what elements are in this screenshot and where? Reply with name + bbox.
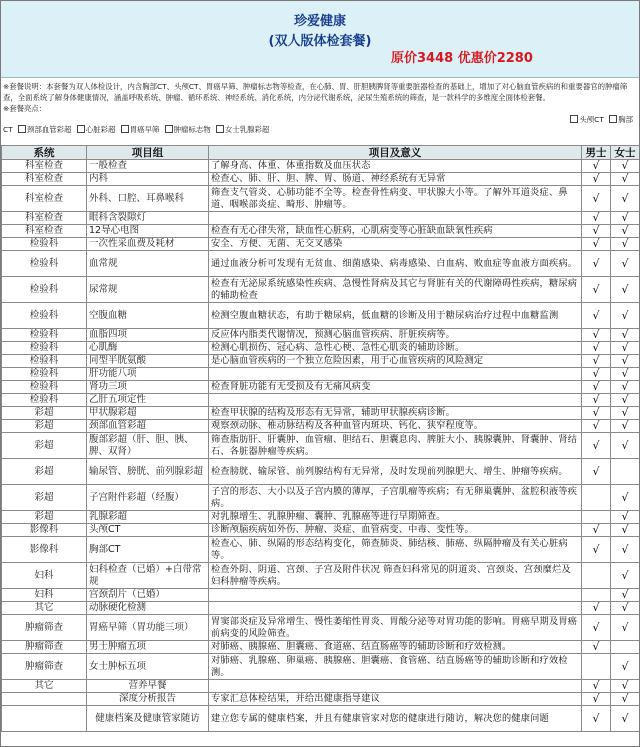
system-cell: 检验科 xyxy=(2,303,87,329)
meaning-cell: 检测心肌损伤、冠心病、急性心梗、急性心肌炎的辅助诊断。 xyxy=(209,342,582,355)
col-header-meaning: 项目及意义 xyxy=(209,146,582,160)
table-row xyxy=(2,537,640,563)
female-check-cell: √ xyxy=(611,342,640,355)
male-check-cell: √ xyxy=(582,693,611,706)
table-row xyxy=(2,433,640,459)
group-cell: 空腹血糖 xyxy=(87,303,209,329)
female-check-cell: √ xyxy=(611,186,640,212)
meaning-cell xyxy=(209,680,582,693)
exam-table xyxy=(1,145,640,732)
system-cell: 影像科 xyxy=(2,524,87,537)
male-check-cell: √ xyxy=(582,225,611,238)
table-row xyxy=(2,238,640,251)
system-cell: 科室检查 xyxy=(2,225,87,238)
female-check-cell: √ xyxy=(611,381,640,394)
meaning-cell xyxy=(209,589,582,602)
checkbox-icon[interactable] xyxy=(77,125,85,133)
table-row xyxy=(2,706,640,732)
system-cell: 彩超 xyxy=(2,433,87,459)
col-header-group: 项目组 xyxy=(87,146,209,160)
col-header-female: 女士 xyxy=(611,146,640,160)
table-row xyxy=(2,212,640,225)
meaning-cell: 检查心、肺、纵隔的形态结构变化，筛查肺炎、肺结核、肺癌、纵隔肿瘤及有关心脏病等。 xyxy=(209,537,582,563)
option-head-ct: 头颅CT xyxy=(579,115,604,124)
male-check-cell xyxy=(582,589,611,602)
system-cell: 检验科 xyxy=(2,381,87,394)
group-cell: 头颅CT xyxy=(87,524,209,537)
meaning-cell: 对肺癌、乳腺癌、卵巢癌、胰腺癌、胆囊癌、食管癌、结直肠癌等的辅助诊断和疗效检测。 xyxy=(209,654,582,680)
female-check-cell: √ xyxy=(611,303,640,329)
meaning-cell: 是心脑血管疾病的一个独立危险因素，用于心血管疾病的风险测定 xyxy=(209,355,582,368)
female-check-cell: √ xyxy=(611,368,640,381)
group-cell: 动脉硬化检测 xyxy=(87,602,209,615)
female-check-cell: √ xyxy=(611,511,640,524)
table-row xyxy=(2,407,640,420)
system-cell xyxy=(2,693,87,706)
male-check-cell: √ xyxy=(582,212,611,225)
table-row xyxy=(2,225,640,238)
female-check-cell: √ xyxy=(611,420,640,433)
female-check-cell: √ xyxy=(611,355,640,368)
system-cell: 科室检查 xyxy=(2,160,87,173)
system-cell: 妇科 xyxy=(2,589,87,602)
system-cell: 彩超 xyxy=(2,511,87,524)
group-cell: 尿常规 xyxy=(87,277,209,303)
female-check-cell xyxy=(611,641,640,654)
group-cell: 男士肿瘤五项 xyxy=(87,641,209,654)
group-cell: 一般检查 xyxy=(87,160,209,173)
option-breast: 女士乳腺彩超 xyxy=(224,125,270,134)
group-cell: 血常规 xyxy=(87,251,209,277)
female-check-cell: √ xyxy=(611,615,640,641)
system-cell: 检验科 xyxy=(2,329,87,342)
female-check-cell: √ xyxy=(611,160,640,173)
system-cell: 妇科 xyxy=(2,563,87,589)
system-cell: 彩超 xyxy=(2,485,87,511)
system-cell: 彩超 xyxy=(2,459,87,485)
option-heart: 心脏彩超 xyxy=(85,125,116,134)
group-cell: 乙肝五项定性 xyxy=(87,394,209,407)
male-check-cell: √ xyxy=(582,420,611,433)
meaning-cell xyxy=(209,212,582,225)
female-check-cell: √ xyxy=(611,173,640,186)
system-cell: 检验科 xyxy=(2,355,87,368)
group-cell: 肝功能八项 xyxy=(87,368,209,381)
option-carotid: 颈部血管彩超 xyxy=(27,125,72,134)
package-subtitle: (双人版体检套餐) xyxy=(268,34,372,49)
group-cell: 健康档案及健康管家随访 xyxy=(87,706,209,732)
female-check-cell: √ xyxy=(611,537,640,563)
highlights-label: ※套餐亮点： xyxy=(3,104,47,113)
package-title: 珍爱健康 xyxy=(293,14,346,29)
female-check-cell: √ xyxy=(611,654,640,680)
male-check-cell xyxy=(582,511,611,524)
group-cell: 妇科检查（已婚）+白带常规 xyxy=(87,563,209,589)
option-chest: 胸部 xyxy=(618,115,633,124)
female-check-cell: √ xyxy=(611,329,640,342)
system-cell: 其它 xyxy=(2,602,87,615)
meaning-cell: 筛查支气管炎、心肺功能不全等。检查骨性病变、甲状腺大小等。了解外耳道炎症、鼻道、咽喉部炎症、畸形、肿瘤等。 xyxy=(209,186,582,212)
female-check-cell: √ xyxy=(611,563,640,589)
description-text: ※套餐说明：本套餐为双人体检设计，内含胸部CT、头颅CT、胃癌早筛、肿瘤标志物等检查，在心肺、胃、肝胆胰脾肾等重要脏器检查的基础上，增加了对心脑血管疾病的和重要器官的肿瘤筛查，全面系统了解身体健康情况，涵盖呼吸系统、肿瘤、循环系统、神经系统、消化系统，内分泌代谢系统，泌尿生殖系统的筛查，是一款科学的多维度全面体检套餐。 xyxy=(3,82,628,102)
system-cell: 检验科 xyxy=(2,238,87,251)
group-cell: 子宫附件彩超（经腹） xyxy=(87,485,209,511)
male-check-cell: √ xyxy=(582,459,611,485)
system-cell: 检验科 xyxy=(2,394,87,407)
col-header-male: 男士 xyxy=(582,146,611,160)
table-row xyxy=(2,615,640,641)
system-cell: 肿瘤筛查 xyxy=(2,615,87,641)
group-cell: 同型半胱氨酸 xyxy=(87,355,209,368)
meaning-cell: 对肺癌、胰腺癌、胆囊癌、食道癌、结直肠癌等的辅助诊断和疗效检测。 xyxy=(209,641,582,654)
group-cell: 肾功三项 xyxy=(87,381,209,394)
female-check-cell: √ xyxy=(611,394,640,407)
group-cell: 胸部CT xyxy=(87,537,209,563)
group-cell: 颈部血管彩超 xyxy=(87,420,209,433)
meaning-cell: 建立您专属的健康档案，并且有健康管家对您的健康进行随访，解决您的健康问题 xyxy=(209,706,582,732)
male-check-cell: √ xyxy=(582,277,611,303)
package-description xyxy=(3,81,637,114)
male-check-cell: √ xyxy=(582,173,611,186)
table-row xyxy=(2,511,640,524)
group-cell: 血脂四项 xyxy=(87,329,209,342)
male-check-cell: √ xyxy=(582,355,611,368)
table-row xyxy=(2,693,640,706)
female-check-cell: √ xyxy=(611,212,640,225)
male-check-cell: √ xyxy=(582,160,611,173)
system-cell: 肿瘤筛查 xyxy=(2,641,87,654)
table-row xyxy=(2,186,640,212)
group-cell: 12导心电图 xyxy=(87,225,209,238)
checkbox-icon[interactable] xyxy=(18,125,26,133)
meaning-cell: 检查有无心律失常，缺血性心脏病，心肌病变等心脏缺血缺氧性疾病 xyxy=(209,225,582,238)
meaning-cell: 检查膀胱、输尿管、前列腺结构有无异常，及时发现前列腺肥大、增生、肿瘤等疾病。 xyxy=(209,459,582,485)
meaning-cell: 检查外阴、阴道、宫颈、子宫及附件状况 筛查妇科常见的阴道炎、宫颈炎、宫颈糜烂及妇科肿瘤等疾病。 xyxy=(209,563,582,589)
table-row xyxy=(2,641,640,654)
female-check-cell: √ xyxy=(611,407,640,420)
female-check-cell: √ xyxy=(611,225,640,238)
checkbox-icon[interactable] xyxy=(165,125,173,133)
system-cell: 彩超 xyxy=(2,407,87,420)
meaning-cell xyxy=(209,602,582,615)
system-cell: 科室检查 xyxy=(2,173,87,186)
table-row xyxy=(2,355,640,368)
meaning-cell: 筛查脂肪肝、肝囊肿、血管瘤、胆结石、胆囊息肉、脾脏大小、胰腺囊肿、肾囊肿、肾结石、各脏器肿瘤等疾病。 xyxy=(209,433,582,459)
meaning-cell: 反应体内脂类代谢情况，预测心脑血管疾病、肝脏疾病等。 xyxy=(209,329,582,342)
meaning-cell xyxy=(209,368,582,381)
male-check-cell: √ xyxy=(582,251,611,277)
male-check-cell: √ xyxy=(582,706,611,732)
group-cell: 内科 xyxy=(87,173,209,186)
female-check-cell: √ xyxy=(611,485,640,511)
checkbox-icon[interactable] xyxy=(121,125,129,133)
female-check-cell: √ xyxy=(611,706,640,732)
male-check-cell: √ xyxy=(582,381,611,394)
table-row xyxy=(2,589,640,602)
female-check-cell: √ xyxy=(611,524,640,537)
table-row xyxy=(2,654,640,680)
system-cell: 科室检查 xyxy=(2,212,87,225)
male-check-cell: √ xyxy=(582,303,611,329)
group-cell: 乳腺彩超 xyxy=(87,511,209,524)
female-check-cell: √ xyxy=(611,238,640,251)
system-cell: 检验科 xyxy=(2,368,87,381)
female-check-cell: √ xyxy=(611,693,640,706)
table-row xyxy=(2,524,640,537)
meaning-cell: 观察颈动脉、椎动脉结构及各种血管内斑块、钙化、狭窄程度等。 xyxy=(209,420,582,433)
table-row xyxy=(2,381,640,394)
female-check-cell: √ xyxy=(611,589,640,602)
male-check-cell: √ xyxy=(582,329,611,342)
table-row xyxy=(2,160,640,173)
group-cell: 一次性采血费及耗材 xyxy=(87,238,209,251)
group-cell: 营养早餐 xyxy=(87,680,209,693)
meaning-cell xyxy=(209,394,582,407)
meaning-cell: 检查心、肺、肝、胆、脾、胃、肠道、神经系统有无异常 xyxy=(209,173,582,186)
meaning-cell: 了解身高、体重、体重指数及血压状态 xyxy=(209,160,582,173)
table-header-row xyxy=(2,146,640,160)
header-banner xyxy=(1,1,639,78)
table-row xyxy=(2,342,640,355)
meaning-cell: 检查有无泌尿系统感染性疾病、急慢性肾病及其它与肾脏有关的代谢障碍性疾病，糖尿病的辅助检查 xyxy=(209,277,582,303)
checkbox-icon[interactable] xyxy=(216,125,224,133)
table-row xyxy=(2,329,640,342)
female-check-cell: √ xyxy=(611,433,640,459)
options-right xyxy=(567,114,633,125)
male-check-cell: √ xyxy=(582,680,611,693)
system-cell: 其它 xyxy=(2,680,87,693)
meaning-cell: 检查肾脏功能有无受损及有无痛风病变 xyxy=(209,381,582,394)
male-check-cell xyxy=(582,563,611,589)
male-check-cell: √ xyxy=(582,537,611,563)
table-body xyxy=(2,160,640,732)
system-cell xyxy=(2,706,87,732)
female-check-cell: √ xyxy=(611,680,640,693)
system-cell: 检验科 xyxy=(2,342,87,355)
system-cell: 检验科 xyxy=(2,277,87,303)
table-row xyxy=(2,394,640,407)
male-check-cell: √ xyxy=(582,368,611,381)
option-tumor: 肿瘤标志物 xyxy=(173,125,211,134)
table-row xyxy=(2,563,640,589)
male-check-cell: √ xyxy=(582,342,611,355)
table-row xyxy=(2,459,640,485)
male-check-cell: √ xyxy=(582,602,611,615)
highlight-options xyxy=(3,115,637,135)
male-check-cell: √ xyxy=(582,615,611,641)
option-gastric: 胃癌早筛 xyxy=(129,125,160,134)
group-cell: 深度分析报告 xyxy=(87,693,209,706)
table-row xyxy=(2,420,640,433)
meaning-cell: 子宫的形态、大小以及子宫内膜的薄厚，子宫肌瘤等疾病；有无卵巢囊肿、盆腔积液等疾病。 xyxy=(209,485,582,511)
female-check-cell: √ xyxy=(611,277,640,303)
table-row xyxy=(2,602,640,615)
male-check-cell: √ xyxy=(582,433,611,459)
system-cell: 肿瘤筛查 xyxy=(2,654,87,680)
meaning-cell: 检测空腹血糖状态，有助于糖尿病，低血糖的诊断及用于糖尿病治疗过程中血糖监测 xyxy=(209,303,582,329)
group-cell: 眼科含裂隙灯 xyxy=(87,212,209,225)
group-cell: 女士肿标五项 xyxy=(87,654,209,680)
male-check-cell: √ xyxy=(582,394,611,407)
group-cell: 宫颈刮片（已婚） xyxy=(87,589,209,602)
female-check-cell: √ xyxy=(611,602,640,615)
male-check-cell: √ xyxy=(582,407,611,420)
table-row xyxy=(2,485,640,511)
meaning-cell: 胃窦部炎症及异常增生、慢性萎缩性胃炎、胃酸分泌等对胃功能的影响。胃癌早期及胃癌前病变的风险筛查。 xyxy=(209,615,582,641)
meaning-cell: 通过血液分析可发现有无贫血、细菌感染、病毒感染、白血病、败血症等血液方面疾病。 xyxy=(209,251,582,277)
checkbox-icon[interactable] xyxy=(609,115,617,123)
table-row xyxy=(2,251,640,277)
group-cell: 甲状腺彩超 xyxy=(87,407,209,420)
group-cell: 心肌酶 xyxy=(87,342,209,355)
table-row xyxy=(2,173,640,186)
group-cell: 胃癌早筛（胃功能三项） xyxy=(87,615,209,641)
table-row xyxy=(2,277,640,303)
male-check-cell: √ xyxy=(582,238,611,251)
meaning-cell: 检查甲状腺的结构及形态有无异常，辅助甲状腺疾病诊断。 xyxy=(209,407,582,420)
group-cell: 输尿管、膀胱、前列腺彩超 xyxy=(87,459,209,485)
table-row xyxy=(2,368,640,381)
male-check-cell xyxy=(582,654,611,680)
male-check-cell xyxy=(582,485,611,511)
price-text: 原价3448 优惠价2280 xyxy=(391,51,533,66)
female-check-cell: √ xyxy=(611,251,640,277)
male-check-cell: √ xyxy=(582,186,611,212)
group-cell: 外科、口腔、耳鼻喉科 xyxy=(87,186,209,212)
female-check-cell xyxy=(611,459,640,485)
system-cell: 科室检查 xyxy=(2,186,87,212)
table-row xyxy=(2,680,640,693)
meaning-cell: 安全、方便、无菌、无交叉感染 xyxy=(209,238,582,251)
option-ct: CT xyxy=(3,125,13,134)
system-cell: 检验科 xyxy=(2,251,87,277)
meaning-cell: 诊断颅脑疾病如外伤、肿瘤、炎症、血管病变、中毒、变性等。 xyxy=(209,524,582,537)
meaning-cell: 对乳腺增生、乳腺肿瘤、囊肿、乳腺癌等进行早期筛查。 xyxy=(209,511,582,524)
system-cell: 彩超 xyxy=(2,420,87,433)
system-cell: 影像科 xyxy=(2,537,87,563)
male-check-cell: √ xyxy=(582,641,611,654)
table-row xyxy=(2,303,640,329)
col-header-system: 系统 xyxy=(2,146,87,160)
meaning-cell: 专家汇总体检结果，并给出健康指导建议 xyxy=(209,693,582,706)
checkbox-icon[interactable] xyxy=(570,115,578,123)
group-cell: 腹部彩超（肝、胆、胰、脾、双肾） xyxy=(87,433,209,459)
male-check-cell: √ xyxy=(582,524,611,537)
